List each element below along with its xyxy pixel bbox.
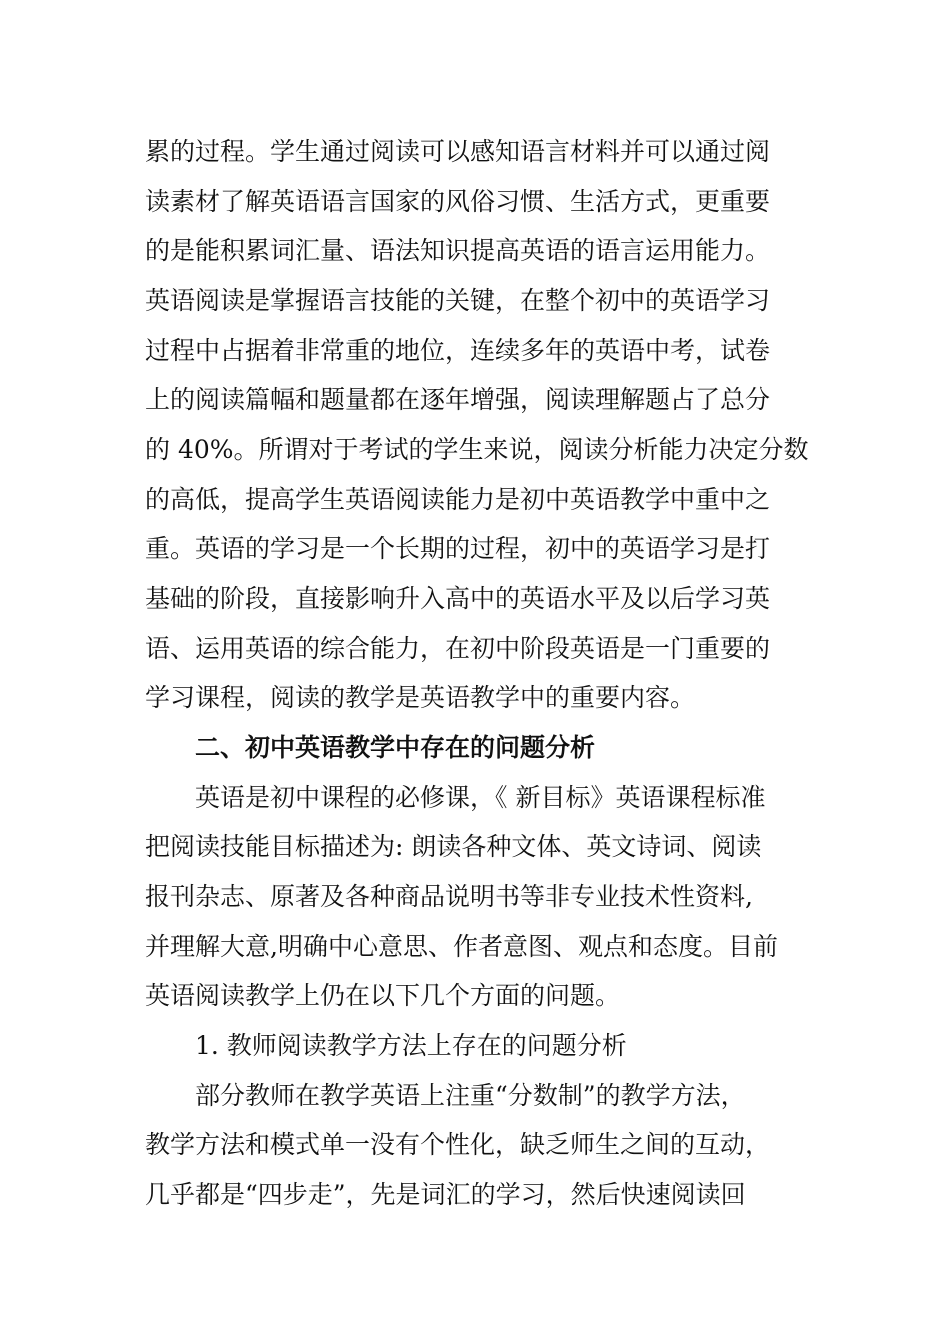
body-text-line: 几乎都是“四步走”，先是词汇的学习，然后快速阅读回 [145, 1180, 746, 1209]
body-text-line: 报刊杂志、原著及各种商品说明书等非专业技术性资料, [145, 882, 753, 911]
body-text-line: 教学方法和模式单一没有个性化，缺乏师生之间的互动， [145, 1130, 771, 1159]
body-text-line: 过程中占据着非常重的地位，连续多年的英语中考，试卷 [145, 336, 771, 365]
body-text-line: 累的过程。学生通过阅读可以感知语言材料并可以通过阅 [145, 137, 771, 166]
body-text-line: 重。英语的学习是一个长期的过程，初中的英语学习是打 [145, 534, 771, 563]
body-text-line: 英语是初中课程的必修课，《 新目标》英语课程标准 [195, 783, 766, 812]
body-text-line: 英语阅读教学上仍在以下几个方面的问题。 [145, 981, 621, 1010]
body-text-line: 基础的阶段，直接影响升入高中的英语水平及以后学习英 [145, 584, 771, 613]
body-text-line: 上的阅读篇幅和题量都在逐年增强，阅读理解题占了总分 [145, 385, 771, 414]
body-text-line: 的 40%。所谓对于考试的学生来说，阅读分析能力决定分数 [145, 435, 809, 464]
body-text-line: 部分教师在教学英语上注重“分数制”的教学方法， [195, 1081, 746, 1110]
subsection-heading: 1. 教师阅读教学方法上存在的问题分析 [195, 1031, 627, 1060]
body-text-line: 英语阅读是掌握语言技能的关键，在整个初中的英语学习 [145, 286, 771, 315]
body-text-line: 学习课程，阅读的教学是英语教学中的重要内容。 [145, 683, 696, 712]
body-text-line: 读素材了解英语语言国家的风俗习惯、生活方式，更重要 [145, 187, 771, 216]
body-text-line: 语、运用英语的综合能力，在初中阶段英语是一门重要的 [145, 634, 771, 663]
body-text-line: 的高低，提高学生英语阅读能力是初中英语教学中重中之 [145, 485, 771, 514]
body-text-line: 并理解大意,明确中心意思、作者意图、观点和态度。目前 [145, 932, 778, 961]
section-heading: 二、初中英语教学中存在的问题分析 [195, 733, 596, 762]
body-text-line: 的是能积累词汇量、语法知识提高英语的语言运用能力。 [145, 236, 771, 265]
body-text-line: 把阅读技能目标描述为: 朗读各种文体、英文诗词、阅读 [145, 832, 762, 861]
